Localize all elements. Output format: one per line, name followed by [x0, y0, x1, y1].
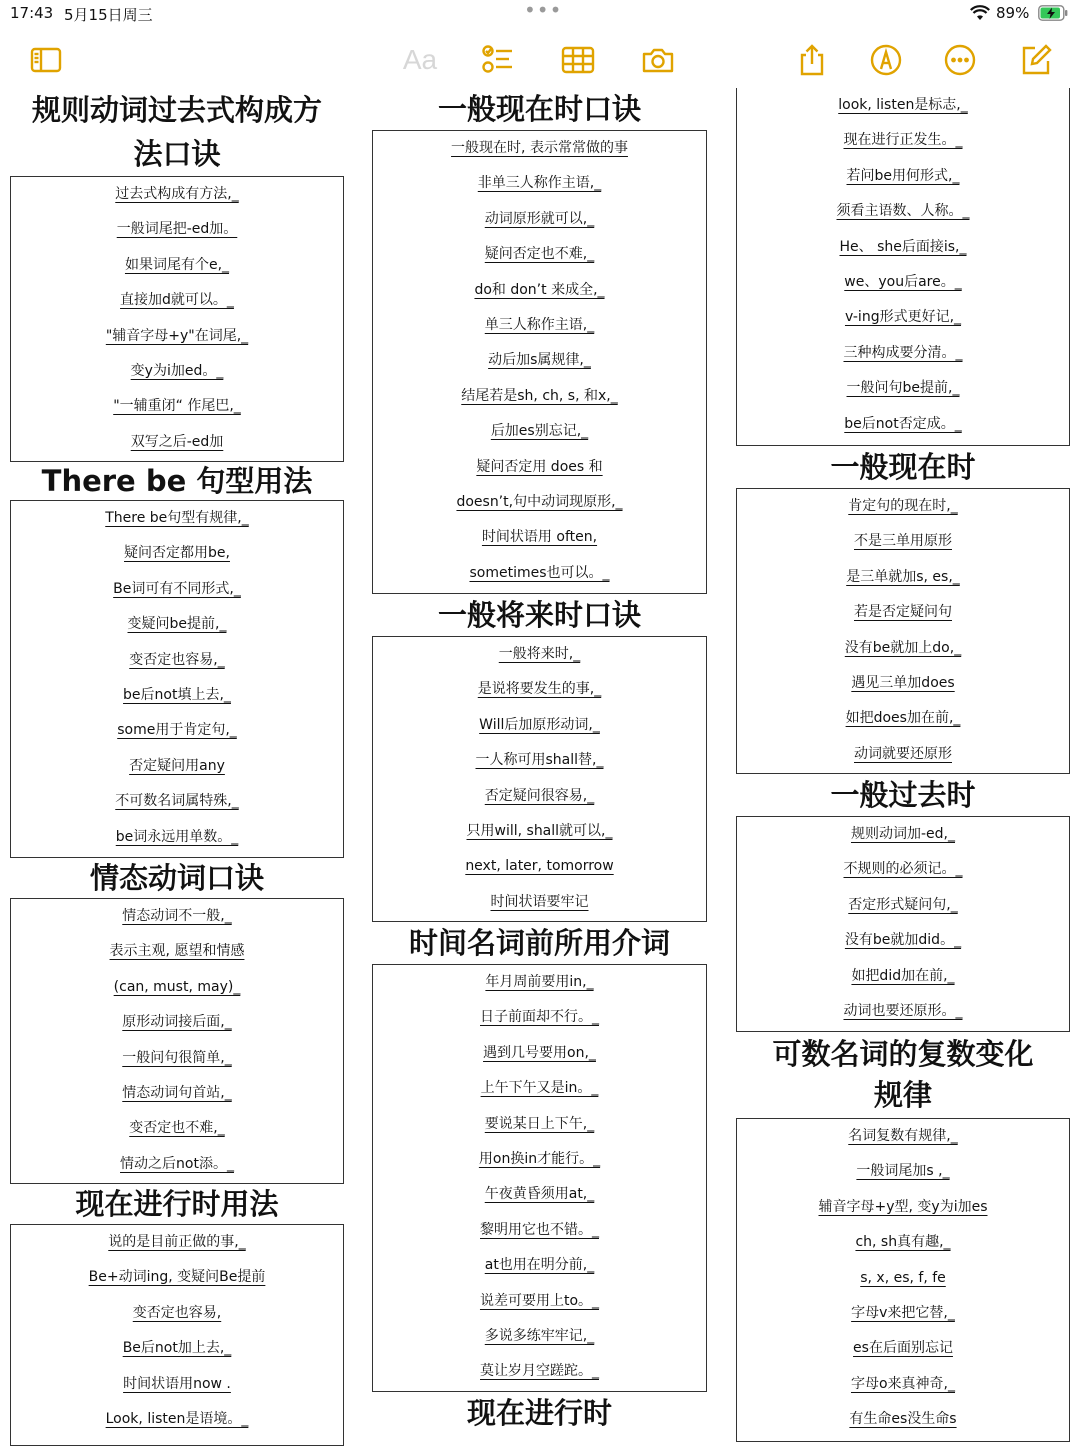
notes-toolbar — [0, 36, 1080, 86]
note-line: 否定疑问用any — [129, 757, 225, 774]
wifi-icon — [970, 5, 990, 21]
title-line: 法口诀 — [133, 137, 221, 171]
markup-button[interactable] — [868, 44, 904, 76]
note-line: "辅音字母+y"在词尾,_ — [105, 327, 249, 344]
section-title-simple-present: 一般现在时 — [830, 450, 976, 484]
note-line: 须看主语数、人称。_ — [836, 203, 970, 220]
note-line: 说差可要用上to。_ — [479, 1292, 600, 1309]
note-box-continuation — [736, 88, 1070, 446]
note-line: 一般问句很简单,_ — [122, 1049, 232, 1066]
note-line: 如把does加在前,_ — [845, 710, 961, 727]
note-line: 字母v来把它替,_ — [851, 1304, 955, 1321]
note-line: 只用will, shall就可以,_ — [466, 822, 613, 839]
note-box-simple-present-rhyme — [372, 130, 707, 594]
note-line: ch, sh真有趣,_ — [855, 1234, 951, 1251]
note-line: 说的是目前正做的事,_ — [108, 1234, 246, 1250]
note-box-simple-present — [736, 488, 1070, 774]
compose-icon — [1019, 43, 1053, 77]
note-line: 有生命es没生命s — [849, 1411, 957, 1428]
note-line: 直接加d就可以。_ — [120, 292, 234, 309]
table-icon — [561, 43, 595, 77]
more-icon — [943, 43, 977, 77]
note-line: 规则动词加-ed,_ — [850, 826, 955, 842]
note-box-plural-nouns — [736, 1118, 1070, 1442]
note-line: es在后面别忘记 — [853, 1340, 953, 1357]
note-line: 年月周前要用in,_ — [485, 974, 594, 990]
note-line: 单三人称作主语,_ — [484, 316, 595, 333]
note-line: 一般问句be提前,_ — [846, 380, 960, 397]
title-line: 规律 — [873, 1078, 932, 1112]
note-line: some用于肯定句,_ — [117, 722, 237, 739]
note-line: Will后加原形动词,_ — [479, 716, 600, 733]
note-line: 用on换in才能行。_ — [478, 1150, 601, 1167]
note-line: 没有be就加上do,_ — [844, 639, 962, 656]
note-line: He、 she后面接is,_ — [839, 238, 967, 255]
note-line: 过去式构成有方法,_ — [115, 186, 239, 202]
note-line: 结尾若是sh, ch, s, 和x,_ — [461, 387, 618, 404]
note-line: 肯定句的现在时,_ — [848, 498, 958, 514]
checklist-button[interactable] — [480, 44, 516, 76]
note-line: Be词可有不同形式,_ — [113, 580, 241, 597]
note-line: 如果词尾有个e,_ — [124, 256, 230, 273]
note-line: 名词复数有规律,_ — [848, 1128, 958, 1144]
title-line: 规则动词过去式构成方 — [31, 93, 322, 127]
right-column — [736, 88, 1070, 1442]
note-line: 疑问否定都用be, — [124, 545, 230, 562]
share-button[interactable] — [794, 44, 830, 76]
note-line: be后not否定成。_ — [844, 415, 962, 432]
note-line: 双写之后-ed加 — [130, 433, 224, 450]
note-line: 字母o来真神奇,_ — [850, 1375, 955, 1392]
note-line: 疑问否定也不难,_ — [484, 246, 595, 263]
more-button[interactable] — [942, 44, 978, 76]
note-line: 情动之后not添。_ — [120, 1155, 234, 1172]
note-line: 一般现在时, 表示常常做的事 — [451, 140, 628, 156]
note-line: 动词也要还原形。_ — [843, 1002, 963, 1019]
note-line: 上午下午又是in。_ — [480, 1080, 599, 1097]
note-line: Be+动词ing, 变疑问Be提前 — [88, 1269, 266, 1286]
note-line: 不规则的必须记。_ — [843, 861, 963, 878]
note-line: be后not填上去,_ — [123, 686, 231, 703]
section-title-present-continuous: 现在进行时用法 — [75, 1187, 279, 1221]
note-line: 三种构成要分清。_ — [843, 344, 963, 361]
sidebar-icon — [29, 43, 63, 77]
note-line: 一般词尾加s ,_ — [856, 1163, 950, 1180]
note-line: 疑问否定用 does 和 — [476, 458, 603, 475]
note-line: be词永远用单数。_ — [115, 828, 239, 845]
section-title-simple-future-rhyme: 一般将来时口诀 — [437, 598, 641, 632]
section-title-there-be: There be 句型用法 — [41, 464, 313, 498]
note-line: 原形动词接后面,_ — [122, 1014, 232, 1031]
status-bar — [0, 0, 1080, 28]
note-line: 辅音字母+y型, 变y为i加es — [818, 1198, 988, 1215]
checklist-icon — [481, 43, 515, 77]
note-line: 否定疑问很容易,_ — [484, 787, 595, 804]
note-line: 变否定也不难,_ — [129, 1120, 225, 1137]
note-line: sometimes也可以。_ — [469, 564, 610, 581]
share-icon — [795, 43, 829, 77]
note-box-present-continuous — [10, 1224, 344, 1446]
note-line: "一辅重闭“ 作尾巴,_ — [113, 398, 241, 415]
note-line: 没有be就加did。_ — [844, 932, 962, 949]
note-line: 遇到几号要用on,_ — [483, 1044, 596, 1061]
multitasking-dots-icon[interactable]: ••• — [524, 0, 563, 22]
note-line: There be句型有规律,_ — [105, 510, 249, 526]
section-title-simple-past: 一般过去时 — [830, 778, 976, 812]
battery-charging-icon — [1038, 5, 1068, 21]
note-line: 若问be用何形式,_ — [846, 167, 960, 184]
section-title-plural-nouns — [736, 1034, 1070, 1116]
note-line: 动词就要还原形 — [854, 745, 952, 762]
status-time: 17:43 — [10, 4, 54, 22]
note-line: we、you后are。_ — [844, 273, 962, 290]
section-title-time-prepositions: 时间名词前所用介词 — [408, 926, 670, 960]
note-line: 一人称可用shall替,_ — [475, 752, 604, 769]
note-line: 如把did加在前,_ — [851, 967, 955, 984]
format-button[interactable]: Aa — [402, 44, 438, 75]
note-line: 若是否定疑问句 — [854, 604, 952, 621]
note-line: 要说某日上下午,_ — [484, 1115, 595, 1132]
note-line: 多说多练牢牢记,_ — [484, 1327, 595, 1344]
note-line: 一般词尾把-ed加。 — [116, 221, 238, 238]
compose-button[interactable] — [1018, 44, 1054, 76]
note-line: 午夜黄昏须用at,_ — [484, 1186, 595, 1203]
note-line: 现在进行正发生。_ — [843, 132, 963, 149]
camera-button[interactable] — [640, 44, 676, 76]
table-button[interactable] — [560, 44, 596, 76]
note-line: next, later, tomorrow — [465, 858, 614, 875]
note-line: 时间状语要牢记 — [490, 893, 589, 910]
note-line: 时间状语用now . — [123, 1375, 231, 1392]
note-line: at也用在明分前,_ — [484, 1257, 595, 1274]
note-line: 遇见三单加does — [851, 674, 955, 691]
note-line: Be后not加上去,_ — [122, 1340, 232, 1357]
note-line: 变否定也容易, — [132, 1304, 222, 1321]
note-box-simple-past — [736, 816, 1070, 1032]
battery-percent: 89% — [996, 4, 1030, 22]
note-box-past-tense — [10, 176, 344, 462]
note-line: 非单三人称作主语,_ — [477, 175, 602, 192]
section-title-modal-verbs: 情态动词口诀 — [89, 861, 264, 895]
note-line: 动后加s属规律,_ — [488, 352, 591, 369]
note-line: 日子前面却不行。_ — [480, 1009, 599, 1026]
note-line: look, listen是标志,_ — [838, 97, 968, 113]
note-line: (can, must, may)_ — [113, 978, 241, 995]
note-line: 莫让岁月空蹉跎。_ — [480, 1363, 599, 1380]
section-title-present-continuous-2: 现在进行时 — [466, 1396, 612, 1430]
section-title-past-tense — [10, 88, 344, 176]
left-column — [10, 88, 344, 1446]
note-line: doesn’t,句中动词现原形,_ — [456, 493, 623, 510]
note-box-simple-future-rhyme — [372, 636, 707, 922]
camera-icon — [641, 43, 675, 77]
sidebar-button[interactable] — [28, 44, 64, 76]
note-line: v-ing形式更好记,_ — [844, 309, 962, 326]
note-line: Look, listen是语境。_ — [105, 1410, 249, 1427]
note-line: 不可数名词属特殊,_ — [115, 793, 239, 810]
note-line: do和 don’t 来成全,_ — [474, 281, 605, 298]
middle-column — [372, 88, 707, 1434]
markup-pen-icon — [869, 43, 903, 77]
status-date: 5月15日周三 — [64, 6, 153, 24]
note-line: 动词原形就可以,_ — [484, 210, 595, 227]
title-line: 可数名词的复数变化 — [772, 1037, 1034, 1071]
note-line: 否定形式疑问句,_ — [848, 896, 958, 913]
note-line: 变y为i加ed。_ — [130, 362, 224, 379]
note-box-modal-verbs — [10, 898, 344, 1184]
note-box-time-prepositions — [372, 964, 707, 1392]
note-line: 变疑问be提前,_ — [127, 616, 227, 633]
note-line: 不是三单用原形 — [854, 533, 952, 550]
note-line: 时间状语用 often, — [481, 529, 598, 546]
note-line: 是三单就加s, es,_ — [846, 568, 960, 585]
note-line: 变否定也容易,_ — [129, 651, 225, 668]
note-line: s, x, es, f, fe — [860, 1269, 946, 1286]
note-line: 情态动词句首站,_ — [122, 1084, 232, 1101]
note-line: 情态动词不一般,_ — [122, 908, 232, 924]
note-box-there-be — [10, 500, 344, 858]
section-title-simple-present-rhyme: 一般现在时口诀 — [437, 92, 641, 126]
note-line: 表示主观, 愿望和情感 — [109, 943, 245, 960]
note-line: 是说将要发生的事,_ — [477, 681, 602, 698]
note-line: 黎明用它也不错。_ — [480, 1221, 599, 1238]
note-line: 一般将来时,_ — [498, 646, 581, 662]
note-line: 后加es别忘记,_ — [490, 423, 589, 440]
